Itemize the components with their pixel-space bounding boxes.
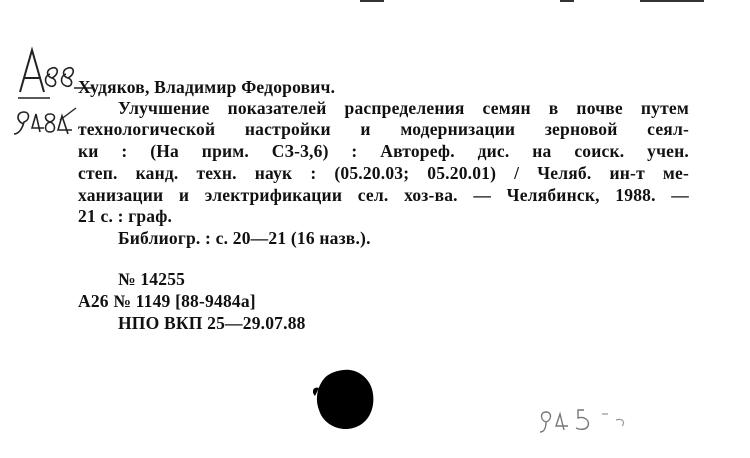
title-line: технологической настройки и модернизации зерновой сеял- [78,119,689,139]
title-line: ки : (На прим. СЗ-3,6) : Автореф. дис. на соиск. учен. [78,141,689,161]
scan-edge-mark [360,0,384,2]
title-line: Улучшение показателей распределения семян в почве путем [118,98,689,118]
author-heading: Худяков, Владимир Федорович. [78,77,336,97]
title-line: ханизации и электрификации сел. хоз-ва. — Челябинск, 1988. — [78,185,689,205]
handwritten-note [536,400,648,436]
classification-code: А26 № 1149 [88-9484а] [78,291,256,311]
scan-edge-mark [560,0,574,2]
title-line: степ. канд. техн. наук : (05.20.03; 05.20.01) / Челяб. ин-т ме- [78,163,689,183]
publisher-line: НПО ВКП 25—29.07.88 [118,313,306,333]
bibliography-note: Библиогр. : с. 20—21 (16 назв.). [118,228,371,248]
record-number: № 14255 [118,269,186,289]
scan-edge-mark [640,0,704,2]
punch-hole-blot [313,366,377,432]
title-line: 21 с. : граф. [78,206,173,226]
